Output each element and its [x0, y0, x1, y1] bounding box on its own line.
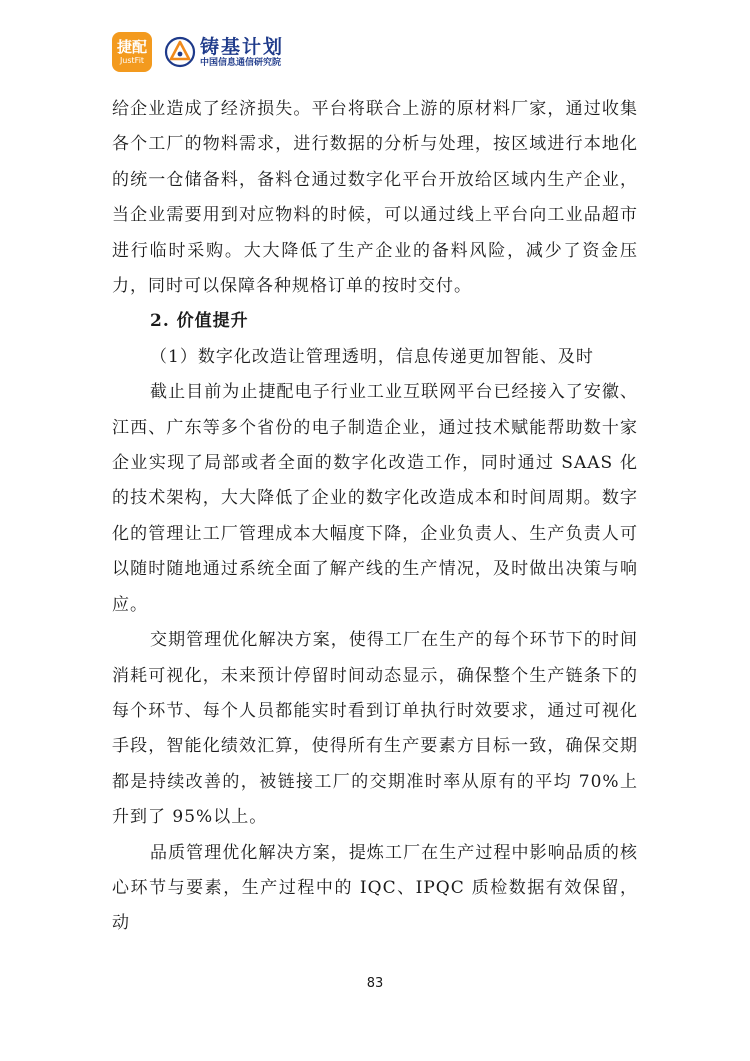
intro-paragraph: 给企业造成了经济损失。平台将联合上游的原材料厂家，通过收集各个工厂的物料需求，进行数据的分析与处理，按区域进行本地化的统一仓储备料，备料仓通过数字化平台开放给区域内生产企业，当企业需要用到对应物料的时候，可以通过线上平台向工业品超市进行临时采购。大大降低了生产企业的备料风险，减少了资金压力，同时可以保障各种规格订单的按时交付。 — [112, 99, 638, 297]
delivery-paragraph: 交期管理优化解决方案，使得工厂在生产的每个环节下的时间消耗可视化，未来预计停留时间动态显示，确保整个生产链条下的每个环节、每个人员都能实时看到订单执行时效要求，通过可视化手段，智能化绩效汇算，使得所有生产要素方目标一致，确保交期都是持续改善的，被链接工厂的交期准时率从原有的平均 70%上升到了 95%以上。 — [112, 630, 638, 828]
caict-org-name: 中国信息通信研究院 — [200, 57, 282, 68]
justfit-logo-cn: 捷配 — [116, 37, 147, 56]
justfit-logo — [112, 32, 152, 72]
page-header — [112, 28, 352, 76]
justfit-logo-en: JustFit — [119, 55, 145, 65]
page-number: 83 — [366, 976, 384, 991]
quality-paragraph: 品质管理优化解决方案，提炼工厂在生产过程中影响品质的核心环节与要素，生产过程中的 IQC、IPQC 质检数据有效保留，动 — [112, 842, 638, 934]
digital-paragraph: 截止目前为止捷配电子行业工业互联网平台已经接入了安徽、江西、广东等多个省份的电子制造企业，通过技术赋能帮助数十家企业实现了局部或者全面的数字化改造工作，同时通过 SAAS 化的技术架构，大大降低了企业的数字化改造成本和时间周期。数字化的管理让工厂管理成本大幅度下降，企业负责人、生产负责人可以随时随地通过系统全面了解产线的生产情况，及时做出决策与响应。 — [112, 382, 638, 615]
document-body — [112, 92, 638, 942]
zhuji-plan-logo — [164, 36, 284, 69]
zhuji-plan-name: 铸基计划 — [200, 35, 285, 58]
zhuji-emblem-icon — [164, 36, 196, 68]
section-heading: 2. 价值提升 — [150, 311, 249, 332]
subsection-heading: （1）数字化改造让管理透明，信息传递更加智能、及时 — [150, 346, 594, 367]
